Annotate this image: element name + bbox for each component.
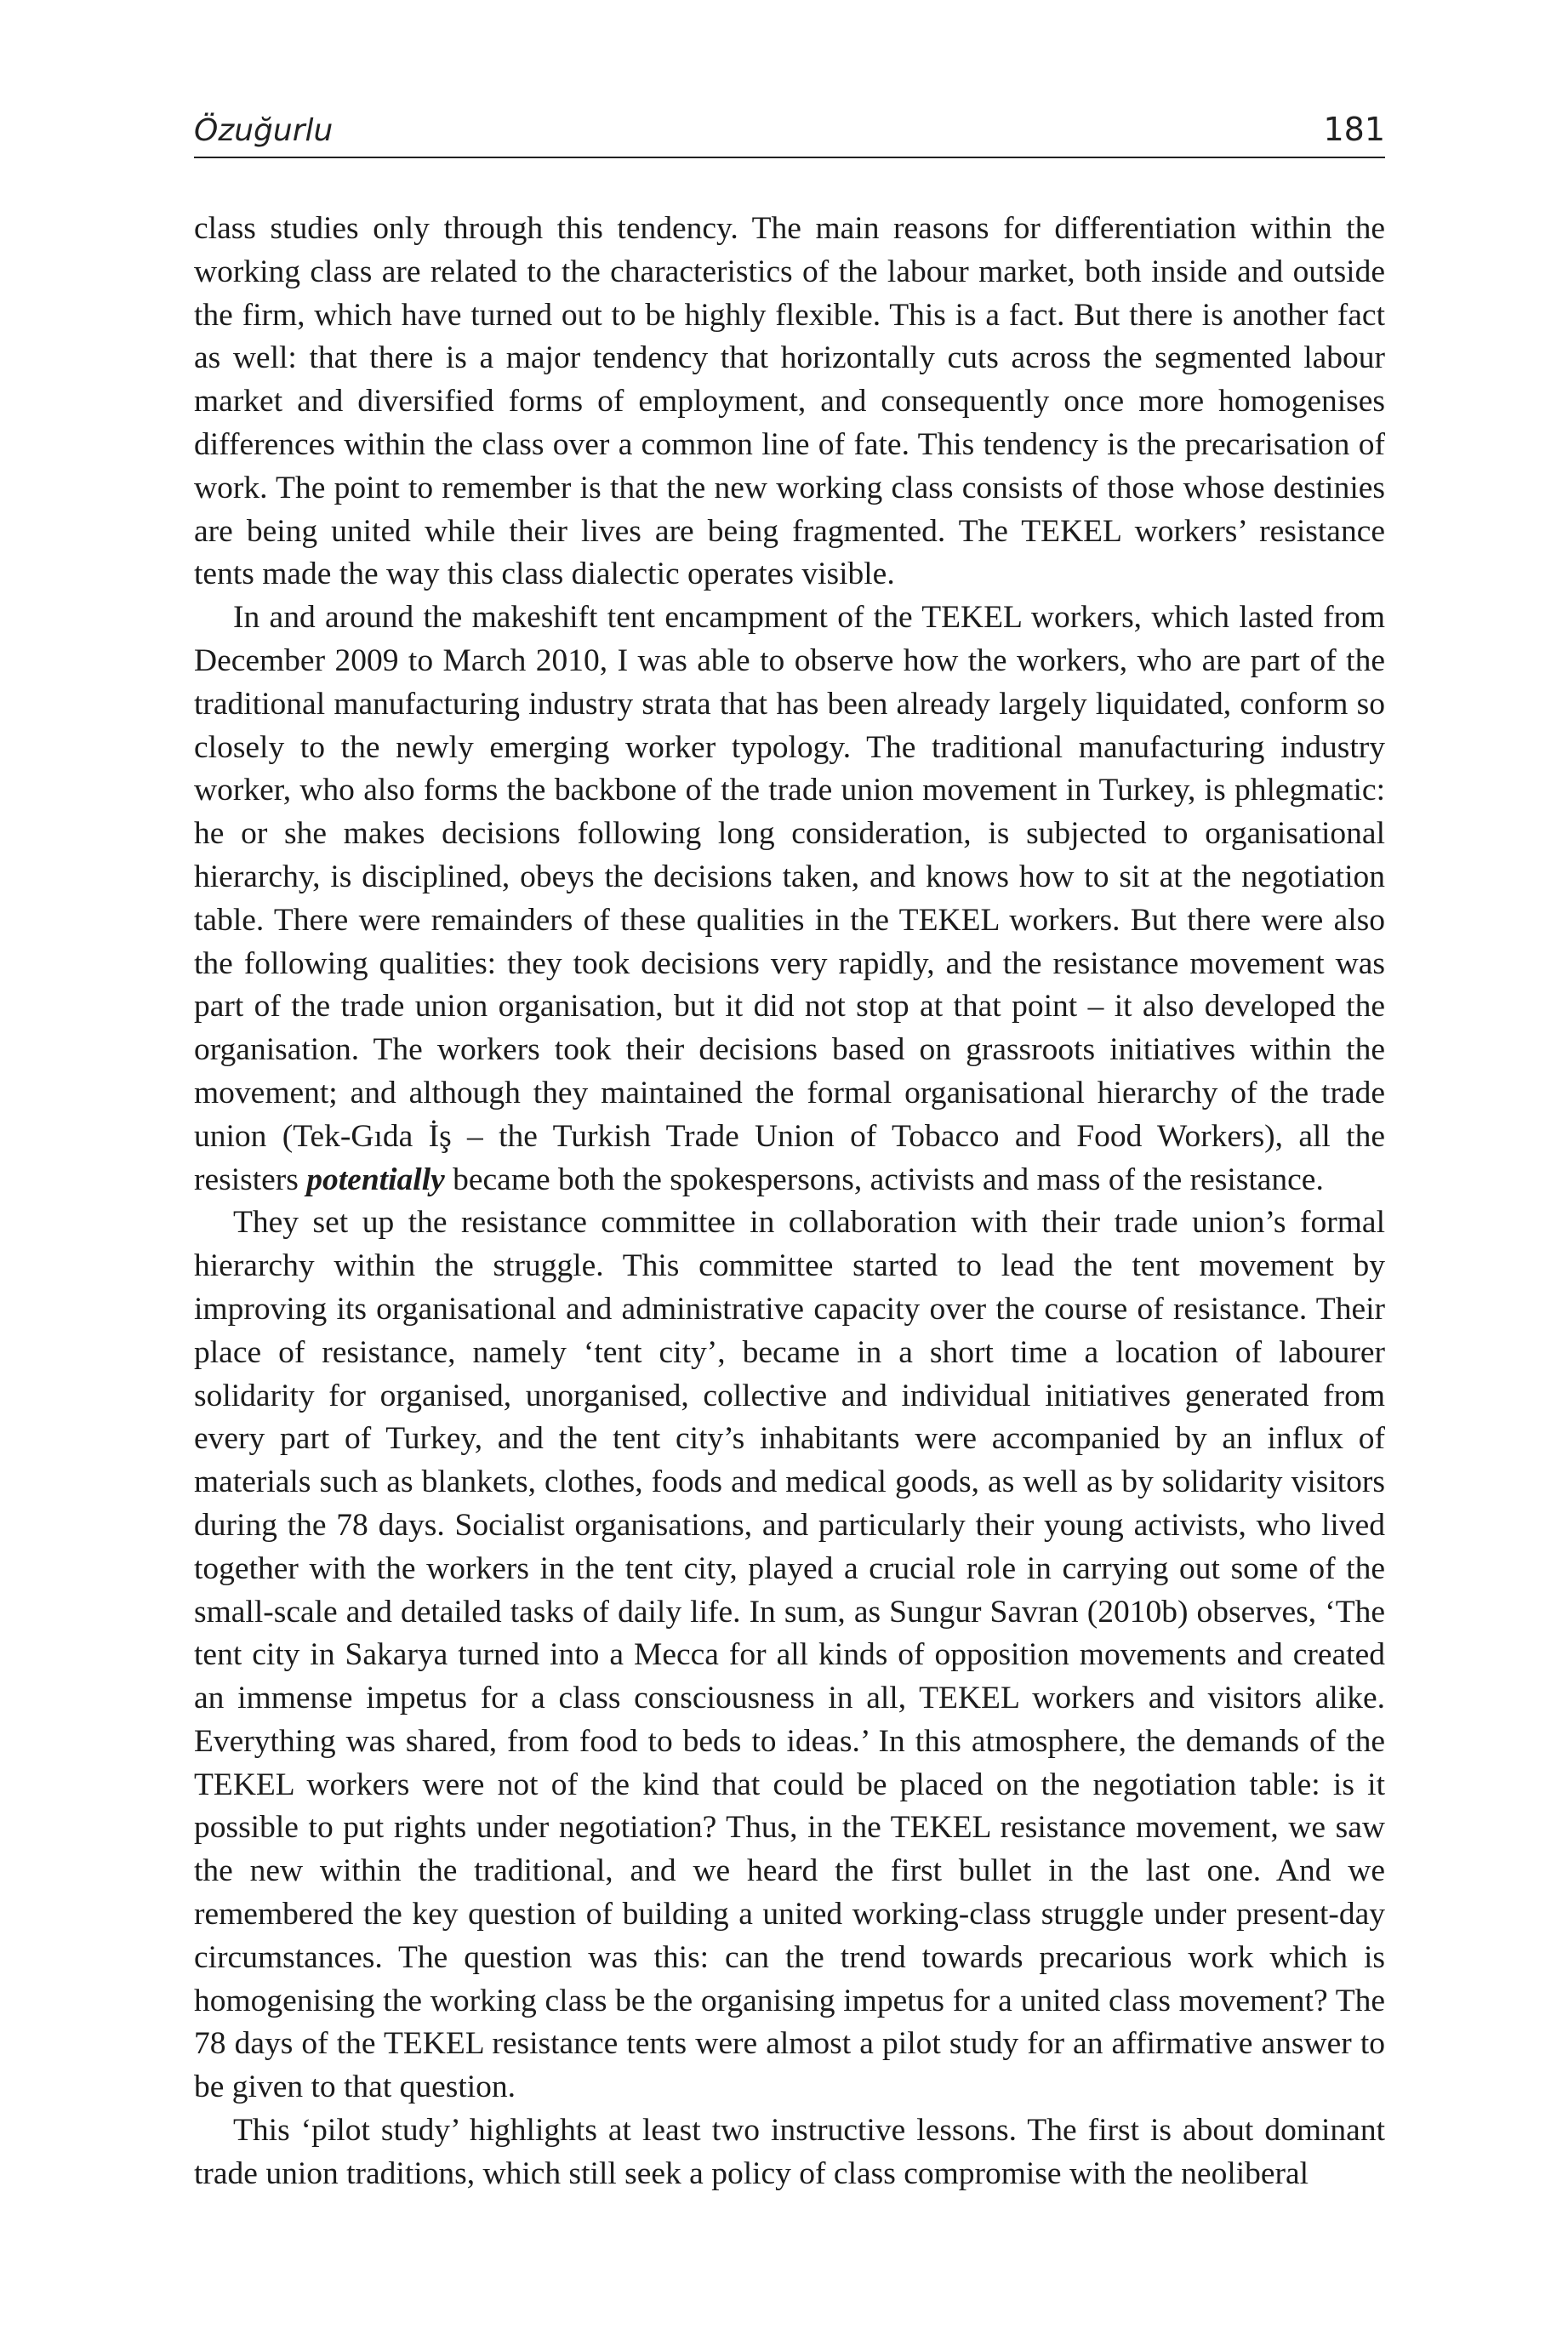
book-page (194, 111, 1385, 2196)
emphasis-potentially: potentially (306, 1162, 445, 1197)
running-head-author: Özuğurlu (194, 113, 334, 148)
paragraph-resistance-committee: They set up the resistance committee in collaboration with their trade union’s formal hierarchy within the struggle. This committee started to lead the tent movement by improving its organisational and administrative capacity over the course of resistance. Their place of resistance, namely ‘tent city’, became in a short time a location of labourer solidarity for organised, unorganised, collective and individual initiatives generated from every part of Turkey, and the tent city’s inhabitants were accompanied by an influx of materials such as blankets, clothes, foods and medical goods, as well as by solidarity visitors during the 78 days. Socialist organisations, and particularly their young activists, who lived together with the workers in the tent city, played a crucial role in carrying out some of the small-scale and detailed tasks of daily life. In sum, as Sungur Savran (2010b) observes, ‘The tent city in Sakarya turned into a Mecca for all kinds of opposition movements and created an immense impetus for a class consciousness in all, TEKEL workers and visitors alike. Everything was shared, from food to beds to ideas.’ In this atmosphere, the demands of the TEKEL workers were not of the kind that could be placed on the negotiation table: is it possible to put rights under negotiation? Thus, in the TEKEL resistance movement, we saw the new within the traditional, and we heard the first bullet in the last one. And we remembered the key question of building a united working-class struggle under present-day circumstances. The question was this: can the trend towards precarious work which is homogenising the working class be the organising impetus for a united class movement? The 78 days of the TEKEL resistance tents were almost a pilot study for an affirmative answer to be given to that question. (194, 1205, 1385, 2105)
paragraph-tent-encampment (194, 597, 1385, 1202)
paragraph-pilot-study: This ‘pilot study’ highlights at least two instructive lessons. The first is about dominant trade union traditions, which still seek a policy of class compromise with the neoliberal (194, 2113, 1385, 2191)
paragraph-text-tail: became both the spokespersons, activists and mass of the resistance. (453, 1162, 1324, 1197)
page-number: 181 (1323, 111, 1385, 148)
paragraph-text: In and around the makeshift tent encampment of the TEKEL workers, which lasted from December 2009 to March 2010, I was able to observe how the workers, who are part of the traditional manufacturing industry strata that has been already largely liquidated, conform so closely to the newly emerging worker typology. The traditional manufacturing industry worker, who also forms the backbone of the trade union movement in Turkey, is phlegmatic: he or she makes decisions following long consideration, is subjected to organisational hierarchy, is disciplined, obeys the decisions taken, and knows how to sit at the negotiation table. There were remainders of these qualities in the TEKEL workers. But there were also the following qualities: they took decisions very rapidly, and the resistance movement was part of the trade union organisation, but it did not stop at that point – it also developed the organisation. The workers took their decisions based on grassroots initiatives within the movement; and although they maintained the formal organisational hierarchy of the trade union (Tek-Gıda İş – the Turkish Trade Union of Tobacco and Food Workers), all the resisters (194, 600, 1385, 1197)
paragraph-continued: class studies only through this tendency. The main reasons for differentiation within the working class are related to the characteristics of the labour market, both inside and outside the firm, which have turned out to be highly flexible. This is a fact. But there is another fact as well: that there is a major tendency that horizontally cuts across the segmented labour market and diversified forms of employment, and consequently once more homogenises differences within the class over a common line of fate. This tendency is the precarisation of work. The point to remember is that the new working class consists of those whose destinies are being united while their lives are being fragmented. The TEKEL workers’ resistance tents made the way this class dialectic operates visible. (194, 211, 1385, 592)
body-text (194, 208, 1385, 2196)
running-head (194, 111, 1385, 158)
